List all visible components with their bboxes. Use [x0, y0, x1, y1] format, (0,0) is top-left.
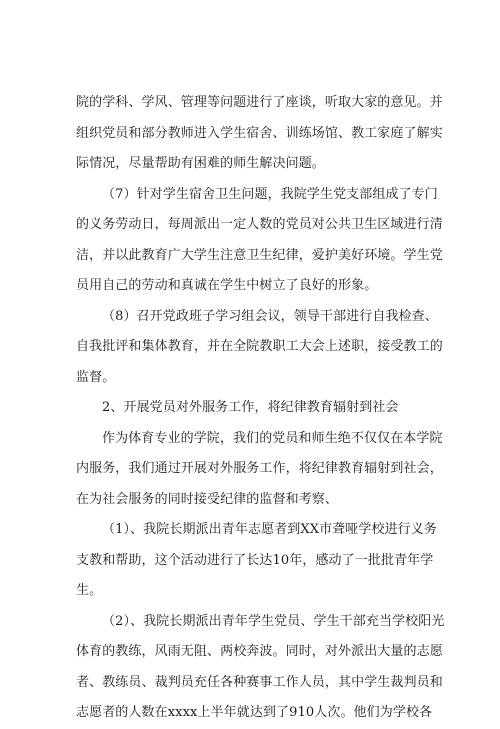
text-line: 际情况，尽量帮助有困难的师生解决问题。 [76, 156, 325, 171]
paragraph-start-line: 作为体育专业的学院，我们的党员和师生绝不仅仅在本学院 [102, 430, 443, 446]
text-line: 在为社会服务的同时接受纪律的监督和考察、 [76, 491, 339, 507]
text-line: 的义务劳动日，每周派出一定人数的党员对公共卫生区域进行清 [76, 217, 443, 232]
text-line: 员用自己的劳动和真诚在学生中树立了良好的形象。 [76, 278, 378, 293]
section-heading: 2、开展党员对外服务工作，将纪律教育辐射到社会 [102, 400, 399, 415]
text-line: 内服务，我们通过开展对外服务工作，将纪律教育辐射到社会， [76, 461, 443, 476]
text-line: 志愿者的人数在xxxx上半年就达到了910人次。他们为学校各 [76, 705, 433, 720]
text-line: 支教和帮助，这个活动进行了长达10年，感动了一批批青年学 [76, 552, 434, 568]
paragraph-start-line: （7）针对学生宿舍卫生问题，我院学生党支部组成了专门 [102, 186, 438, 202]
text-line: 者、教练员、裁判员充任各种赛事工作人员，其中学生裁判员和 [76, 674, 443, 690]
paragraph-start-line: （8）召开党政班子学习组会议，领导干部进行自我检查、 [102, 308, 438, 324]
text-line: 体育的教练，风雨无阻、两校奔波。同时，对外派出大量的志愿 [76, 644, 443, 659]
text-line: 自我批评和集体教育，并在全院教职工大会上述职，接受教工的 [76, 339, 443, 354]
text-line: 监督。 [76, 369, 116, 385]
paragraph-start-line: （2）、我院长期派出青年学生党员、学生干部充当学校阳光 [102, 613, 445, 629]
text-line: 组织党员和部分教师进入学生宿舍、训练场馆、教工家庭了解实 [76, 125, 443, 141]
text-line: 洁，并以此教育广大学生注意卫生纪律，爱护美好环境。学生党 [76, 247, 443, 263]
paragraph-start-line: （1）、我院长期派出青年志愿者到XX市聋哑学校进行义务 [102, 522, 437, 537]
text-line: 生。 [76, 583, 103, 598]
text-line: 院的学科、学风、管理等问题进行了座谈，听取大家的意见。并 [76, 95, 443, 110]
document-body [76, 88, 445, 729]
